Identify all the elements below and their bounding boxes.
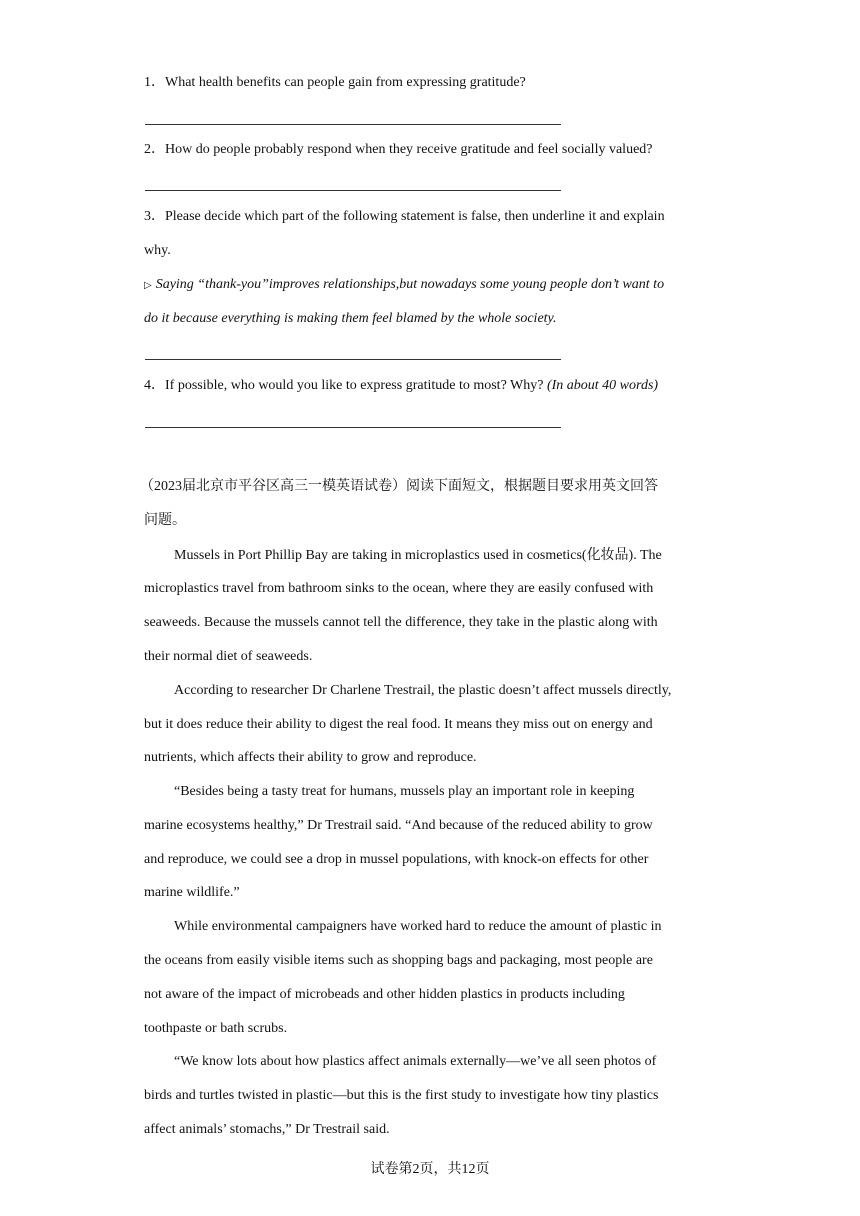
question-text: How do people probably respond when they receive gratitude and feel socially valued? xyxy=(165,142,653,157)
question-number: 1 xyxy=(144,75,151,90)
passage-p3-line: marine wildlife.” xyxy=(144,885,240,900)
question-text: What health benefits can people gain from expressing gratitude? xyxy=(165,75,526,90)
passage-p1-line: seaweeds. Because the mussels cannot tell the difference, they take in the plastic along with xyxy=(144,615,658,630)
passage-p5-line: affect animals’ stomachs,” Dr Trestrail said. xyxy=(144,1122,390,1137)
statement-line-1: ▷ Saying “thank-you”improves relationships,but nowadays some young people don’t want to xyxy=(144,277,665,292)
passage-p2-line: but it does reduce their ability to digest the real food. It means they miss out on energy and xyxy=(144,717,653,732)
answer-line-1[interactable] xyxy=(145,124,561,125)
question-number: 3 xyxy=(144,209,151,224)
passage-p4-line: the oceans from easily visible items such as shopping bags and packaging, most people are xyxy=(144,953,653,968)
passage-p4-line: toothpaste or bath scrubs. xyxy=(144,1021,288,1036)
question-2: 2．How do people probably respond when they receive gratitude and feel socially valued? xyxy=(144,142,653,157)
passage-p5-line: birds and turtles twisted in plastic—but this is the first study to investigate how tiny plastics xyxy=(144,1088,659,1103)
answer-line-2[interactable] xyxy=(145,190,561,191)
passage-p5-line: “We know lots about how plastics affect animals externally—we’ve all seen photos of xyxy=(174,1054,657,1069)
passage-p1-line: Mussels in Port Phillip Bay are taking in microplastics used in cosmetics(化妆品). The xyxy=(174,548,662,563)
page-footer: 试卷第2页，共12页 xyxy=(370,1162,490,1177)
passage-p4-line: While environmental campaigners have worked hard to reduce the amount of plastic in xyxy=(174,919,662,934)
question-number: 2 xyxy=(144,142,151,157)
passage-p4-line: not aware of the impact of microbeads and other hidden plastics in products including xyxy=(144,987,625,1002)
section-header-line-1: （2023届北京市平谷区高三一模英语试卷）阅读下面短文，根据题目要求用英文回答 xyxy=(140,479,658,494)
question-text: If possible, who would you like to express gratitude to most? Why? xyxy=(165,378,544,393)
passage-p3-line: marine ecosystems healthy,” Dr Trestrail said. “And because of the reduced ability to grow xyxy=(144,818,653,833)
question-1: 1．What health benefits can people gain from expressing gratitude? xyxy=(144,75,526,90)
question-3: 3．Please decide which part of the following statement is false, then underline it and explain xyxy=(144,209,665,224)
passage-p3-line: and reproduce, we could see a drop in mussel populations, with knock-on effects for other xyxy=(144,852,649,867)
answer-line-4[interactable] xyxy=(145,427,561,428)
word-limit-note: (In about 40 words) xyxy=(546,378,659,393)
question-text: Please decide which part of the following statement is false, then underline it and explain xyxy=(165,209,665,224)
passage-p1-line: their normal diet of seaweeds. xyxy=(144,649,313,664)
answer-line-3[interactable] xyxy=(145,359,561,360)
triangle-bullet-icon: ▷ xyxy=(144,280,152,291)
question-4: 4．If possible, who would you like to express gratitude to most? Why? (In about 40 words) xyxy=(144,378,659,393)
passage-p2-line: nutrients, which affects their ability to grow and reproduce. xyxy=(144,750,477,765)
section-header-line-2: 问题。 xyxy=(144,513,186,528)
passage-p3-line: “Besides being a tasty treat for humans, mussels play an important role in keeping xyxy=(174,784,635,799)
question-3-continued: why. xyxy=(144,243,171,258)
passage-p2-line: According to researcher Dr Charlene Trestrail, the plastic doesn’t affect mussels directly, xyxy=(174,683,672,698)
question-number: 4 xyxy=(144,378,151,393)
statement-line-2: do it because everything is making them feel blamed by the whole society. xyxy=(144,311,557,326)
passage-p1-line: microplastics travel from bathroom sinks to the ocean, where they are easily confused with xyxy=(144,581,654,596)
